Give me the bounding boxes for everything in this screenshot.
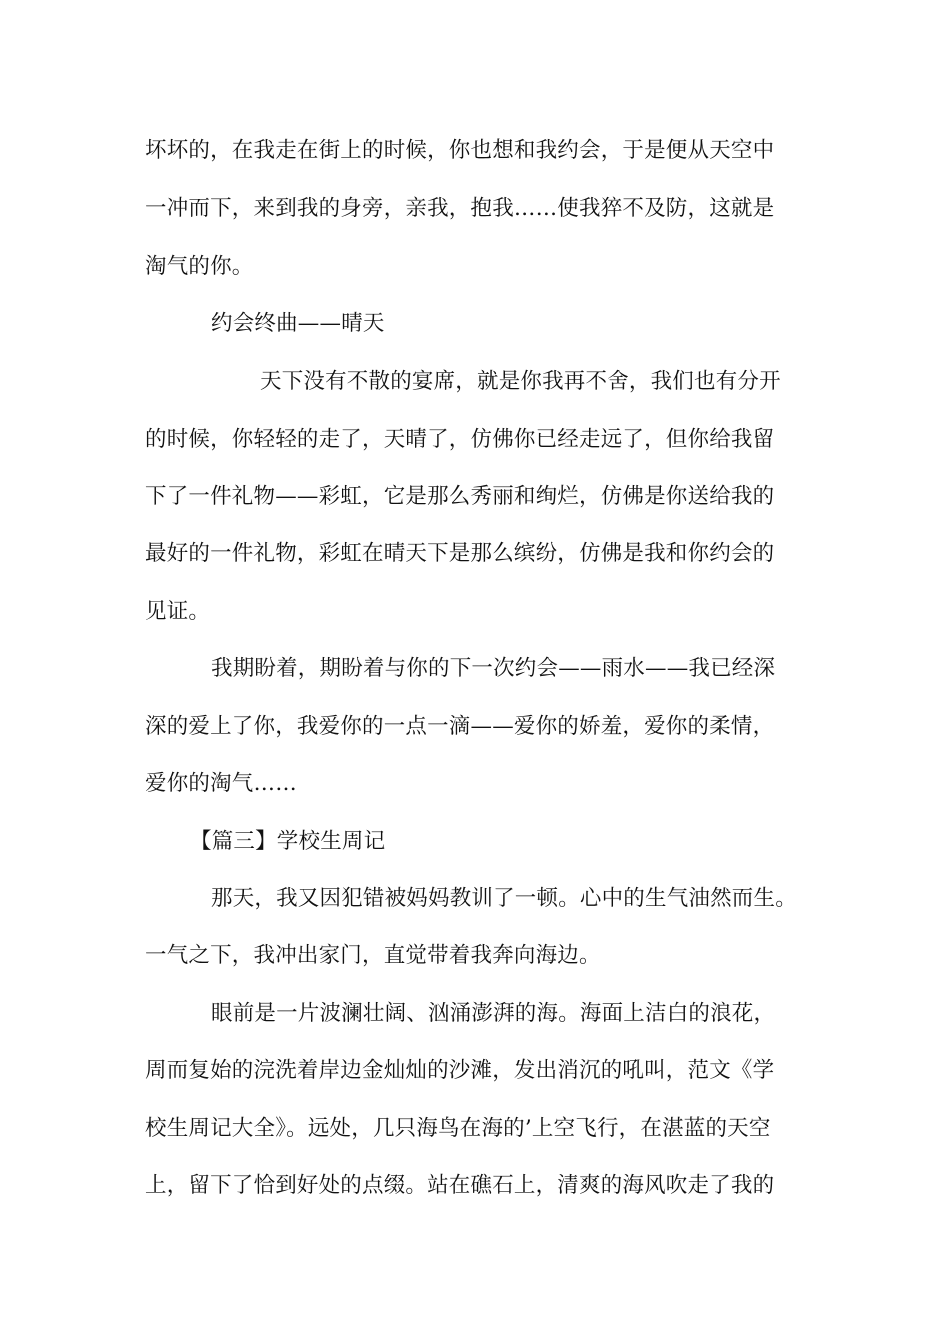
text-line: 最好的一件礼物，彩虹在晴天下是那么缤纷，仿佛是我和你约会的	[145, 541, 775, 566]
text-line: 上，留下了恰到好处的点缀。站在礁石上，清爽的海风吹走了我的	[145, 1173, 775, 1198]
section-heading: 约会终曲——晴天	[211, 311, 385, 336]
text-line: 淘气的你。	[145, 254, 254, 279]
section-heading: 【篇三】学校生周记	[190, 829, 386, 854]
text-line: 一冲而下，来到我的身旁，亲我，抱我……使我猝不及防，这就是	[145, 196, 775, 221]
text-line: 校生周记大全》。远处，几只海鸟在海的’上空飞行，在湛蓝的天空	[145, 1116, 771, 1141]
text-line: 眼前是一片波澜壮阔、汹涌澎湃的海。海面上洁白的浪花，	[211, 1001, 776, 1026]
text-line: 爱你的淘气……	[145, 771, 297, 796]
text-line: 的时候，你轻轻的走了，天晴了，仿佛你已经走远了，但你给我留	[145, 427, 775, 452]
text-line: 下了一件礼物——彩虹，它是那么秀丽和绚烂，仿佛是你送给我的	[145, 484, 775, 509]
text-line: 我期盼着，期盼着与你的下一次约会——雨水——我已经深	[211, 656, 776, 681]
text-line: 天下没有不散的宴席，就是你我再不舍，我们也有分开	[260, 369, 781, 394]
text-line: 周而复始的浣洗着岸边金灿灿的沙滩，发出消沉的吼叫，范文《学	[145, 1058, 775, 1083]
text-line: 那天，我又因犯错被妈妈教训了一顿。心中的生气油然而生。	[211, 886, 797, 911]
text-line: 见证。	[145, 599, 211, 624]
text-line: 坏坏的，在我走在街上的时候，你也想和我约会，于是便从天空中	[145, 138, 775, 163]
text-line: 一气之下，我冲出家门，直觉带着我奔向海边。	[145, 943, 601, 968]
text-line: 深的爱上了你，我爱你的一点一滴——爱你的娇羞，爱你的柔情，	[145, 714, 775, 739]
